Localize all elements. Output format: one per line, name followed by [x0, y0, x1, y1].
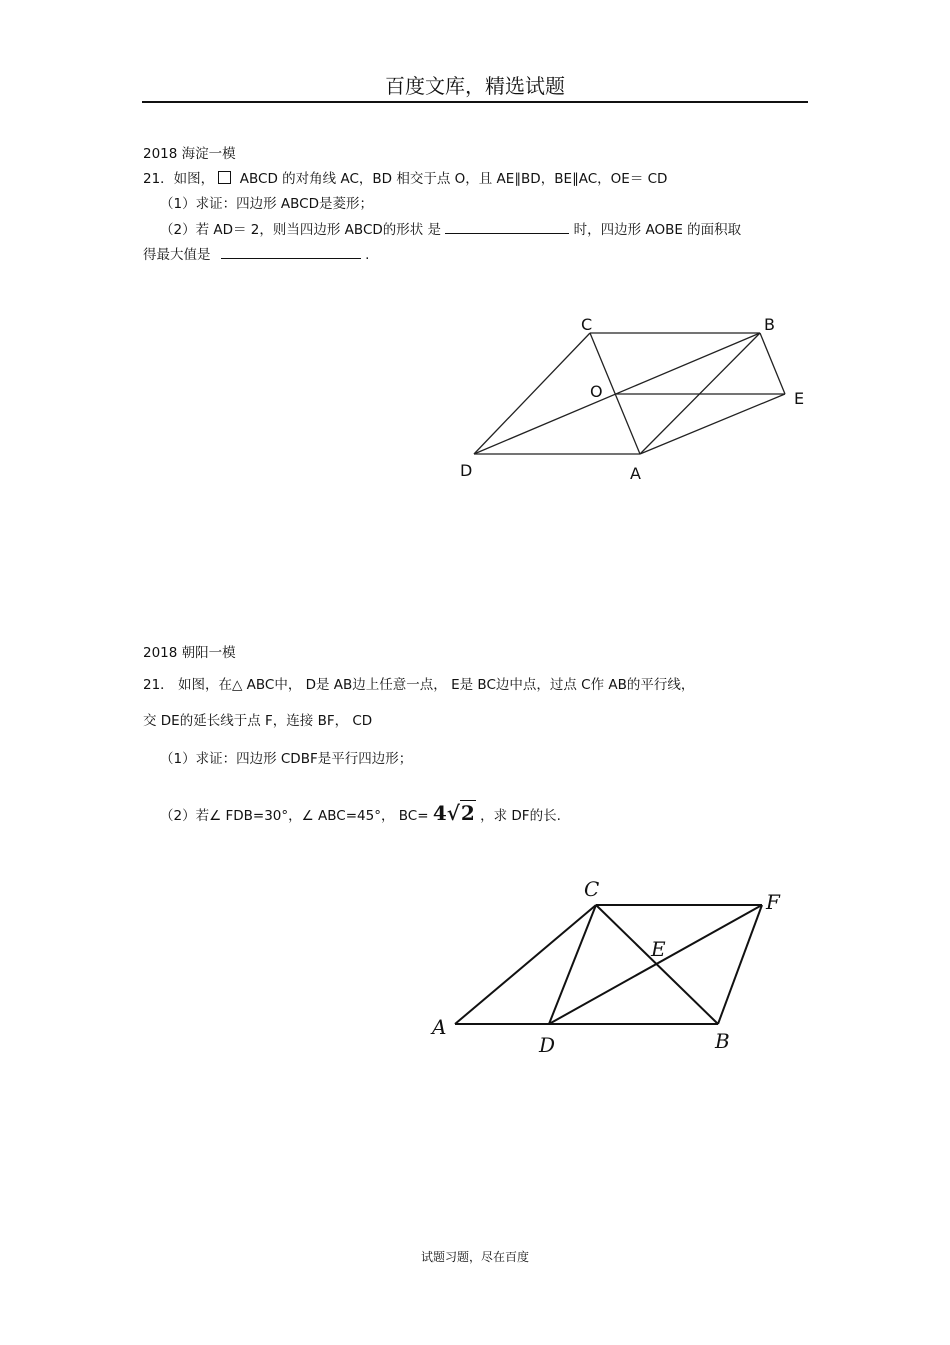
- problem2-part2-b: ，求 DF的长.: [480, 808, 561, 824]
- label-E: E: [794, 389, 805, 408]
- label-A: A: [432, 1015, 447, 1039]
- problem2-line1: 21． 如图，在△ ABC中， D是 AB边上任意一点， E是 BC边中点，过点 C作 AB的平行线，: [143, 677, 695, 693]
- segment-CD: [549, 905, 596, 1024]
- label-F: F: [766, 890, 780, 914]
- label-D: D: [539, 1033, 556, 1057]
- label-E: E: [651, 937, 666, 961]
- segment-DF: [549, 905, 762, 1024]
- label-C: C: [584, 877, 600, 901]
- sqrt-expression: 4√2: [432, 801, 475, 825]
- problem1-source: 2018 海淀一模: [143, 146, 236, 162]
- label-C: C: [581, 315, 593, 334]
- segment-AC: [455, 905, 596, 1024]
- problem1-part2-c: 得最大值是: [143, 247, 211, 263]
- segment-BF: [718, 905, 762, 1024]
- problem2-part1: （1）求证：四边形 CDBF是平行四边形；: [160, 751, 413, 767]
- problem2-source: 2018 朝阳一模: [143, 645, 236, 661]
- label-A: A: [630, 464, 641, 483]
- problem1-part2-b: 时，四边形 AOBE 的面积取: [573, 222, 742, 238]
- problem1-part2-a: （2）若 AD＝ 2，则当四边形 ABCD的形状 是: [160, 222, 442, 238]
- page-footer: 试题习题，尽在百度: [420, 1250, 529, 1264]
- label-D: D: [460, 461, 473, 480]
- problem1-part2-end: .: [365, 247, 370, 263]
- label-B: B: [764, 315, 775, 334]
- problem2-part2-a: （2）若∠ FDB=30°，∠ ABC=45°， BC=: [160, 808, 429, 824]
- page-title: 百度文库，精选试题: [385, 74, 565, 98]
- problem1-number: 21．如图，: [143, 171, 215, 187]
- problem2-line2: 交 DE的延长线于点 F，连接 BF， CD: [143, 713, 373, 729]
- problem1-part1: （1）求证：四边形 ABCD是菱形；: [160, 196, 373, 212]
- label-B: B: [715, 1029, 730, 1053]
- problem1-statement: ABCD 的对角线 AC，BD 相交于点 O，且 AE∥BD，BE∥AC，OE＝ CD: [239, 171, 668, 187]
- label-O: O: [590, 382, 603, 401]
